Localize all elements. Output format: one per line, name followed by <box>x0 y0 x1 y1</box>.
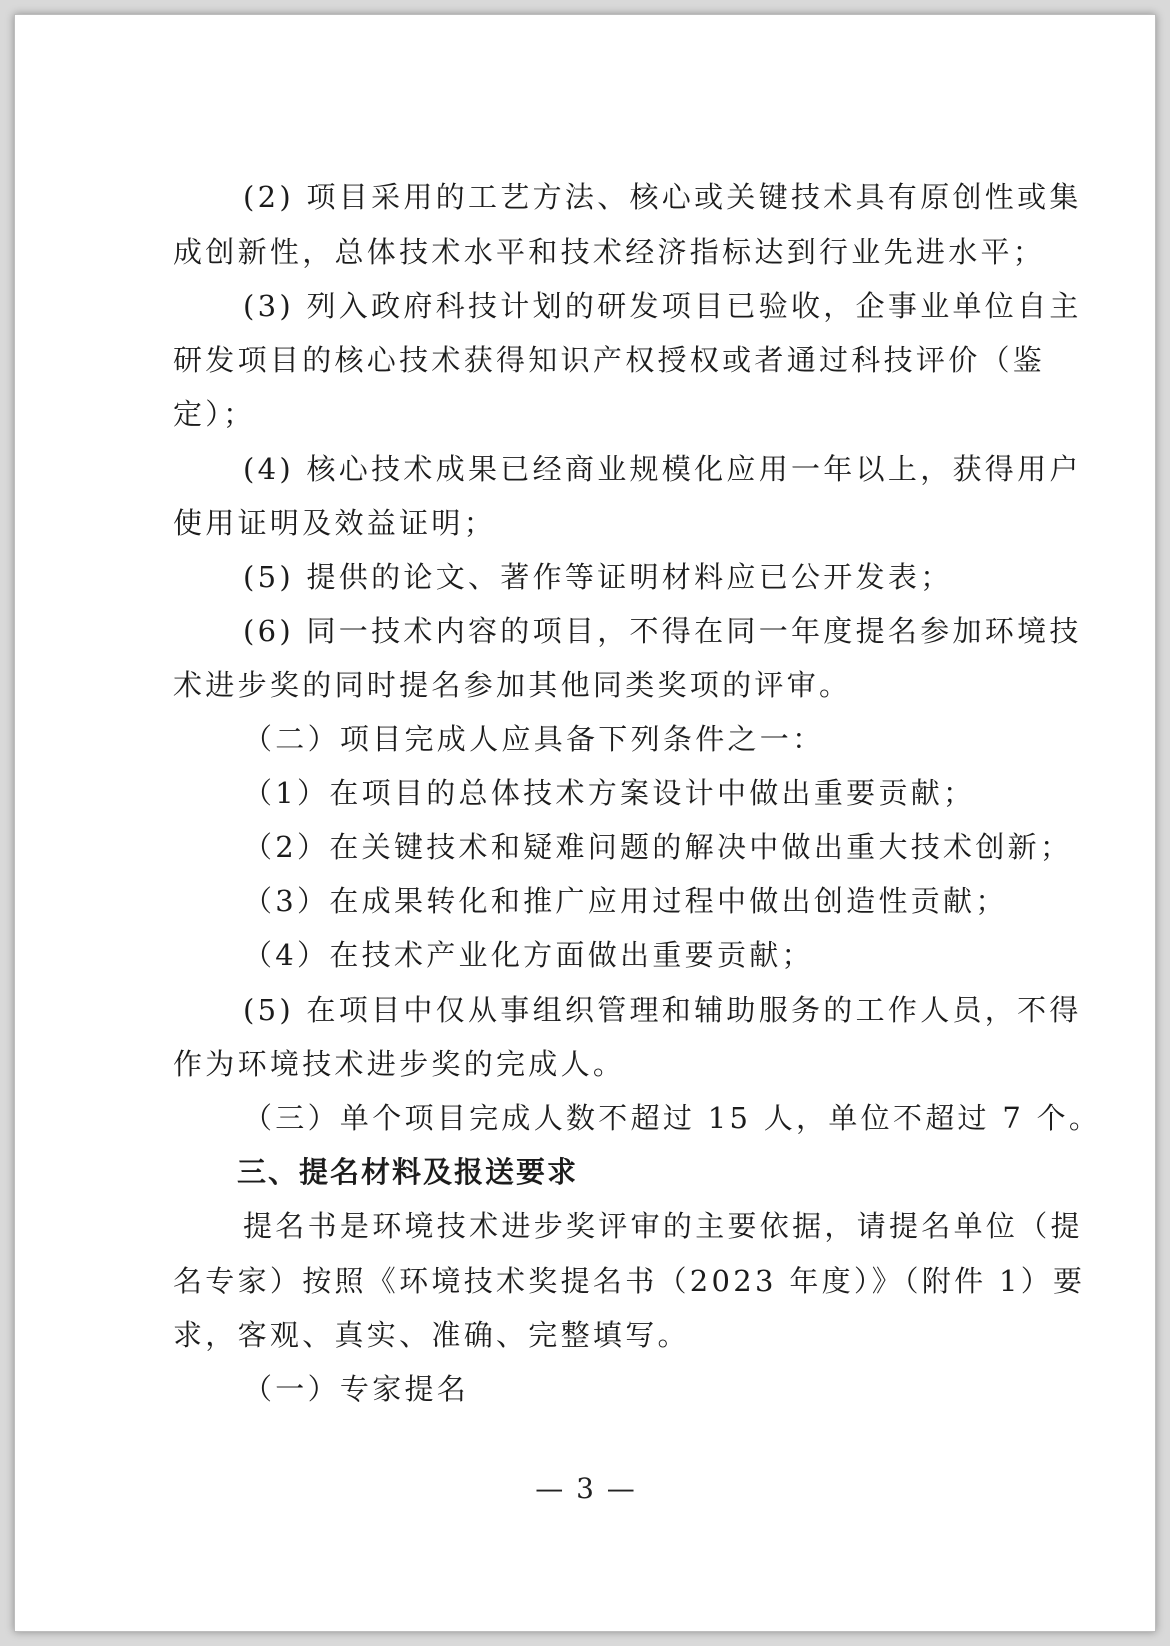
document-page <box>14 14 1156 1632</box>
text-line: (5) 提供的论文、著作等证明材料应已公开发表； <box>243 560 953 594</box>
text-line: （4）在技术产业化方面做出重要贡献； <box>243 938 814 972</box>
text-line: 使用证明及效益证明； <box>173 506 497 540</box>
text-line: （3）在成果转化和推广应用过程中做出创造性贡献； <box>243 884 1008 918</box>
text-line: （1）在项目的总体技术方案设计中做出重要贡献； <box>243 776 976 810</box>
text-line: 提名书是环境技术进步奖评审的主要依据，请提名单位（提 <box>243 1209 1083 1243</box>
text-line: 名专家）按照《环境技术奖提名书（2023 年度）》（附件 1）要 <box>173 1264 1086 1298</box>
text-line: (2) 项目采用的工艺方法、核心或关键技术具有原创性或集 <box>243 180 1082 214</box>
page-number: — 3 — <box>535 1472 637 1505</box>
text-line: (4) 核心技术成果已经商业规模化应用一年以上，获得用户 <box>243 452 1082 486</box>
text-line: （一）专家提名 <box>243 1372 470 1406</box>
text-line: (5) 在项目中仅从事组织管理和辅助服务的工作人员，不得 <box>243 993 1082 1027</box>
text-line: 成创新性，总体技术水平和技术经济指标达到行业先进水平； <box>173 235 1046 269</box>
text-line: 定）； <box>173 397 256 431</box>
text-line: 术进步奖的同时提名参加其他同类奖项的评审。 <box>173 668 852 702</box>
text-line: (3) 列入政府科技计划的研发项目已验收，企事业单位自主 <box>243 289 1082 323</box>
text-line: 求，客观、真实、准确、完整填写。 <box>173 1318 690 1352</box>
text-line: （二）项目完成人应具备下列条件之一： <box>243 722 825 756</box>
section-heading: 三、提名材料及报送要求 <box>237 1155 579 1189</box>
text-line: 作为环境技术进步奖的完成人。 <box>173 1047 626 1081</box>
text-line: (6) 同一技术内容的项目，不得在同一年度提名参加环境技 <box>243 614 1082 648</box>
text-line: 研发项目的核心技术获得知识产权授权或者通过科技评价（鉴 <box>173 343 1046 377</box>
text-line: （三）单个项目完成人数不超过 15 人，单位不超过 7 个。 <box>243 1101 1102 1135</box>
text-line: （2）在关键技术和疑难问题的解决中做出重大技术创新； <box>243 830 1073 864</box>
